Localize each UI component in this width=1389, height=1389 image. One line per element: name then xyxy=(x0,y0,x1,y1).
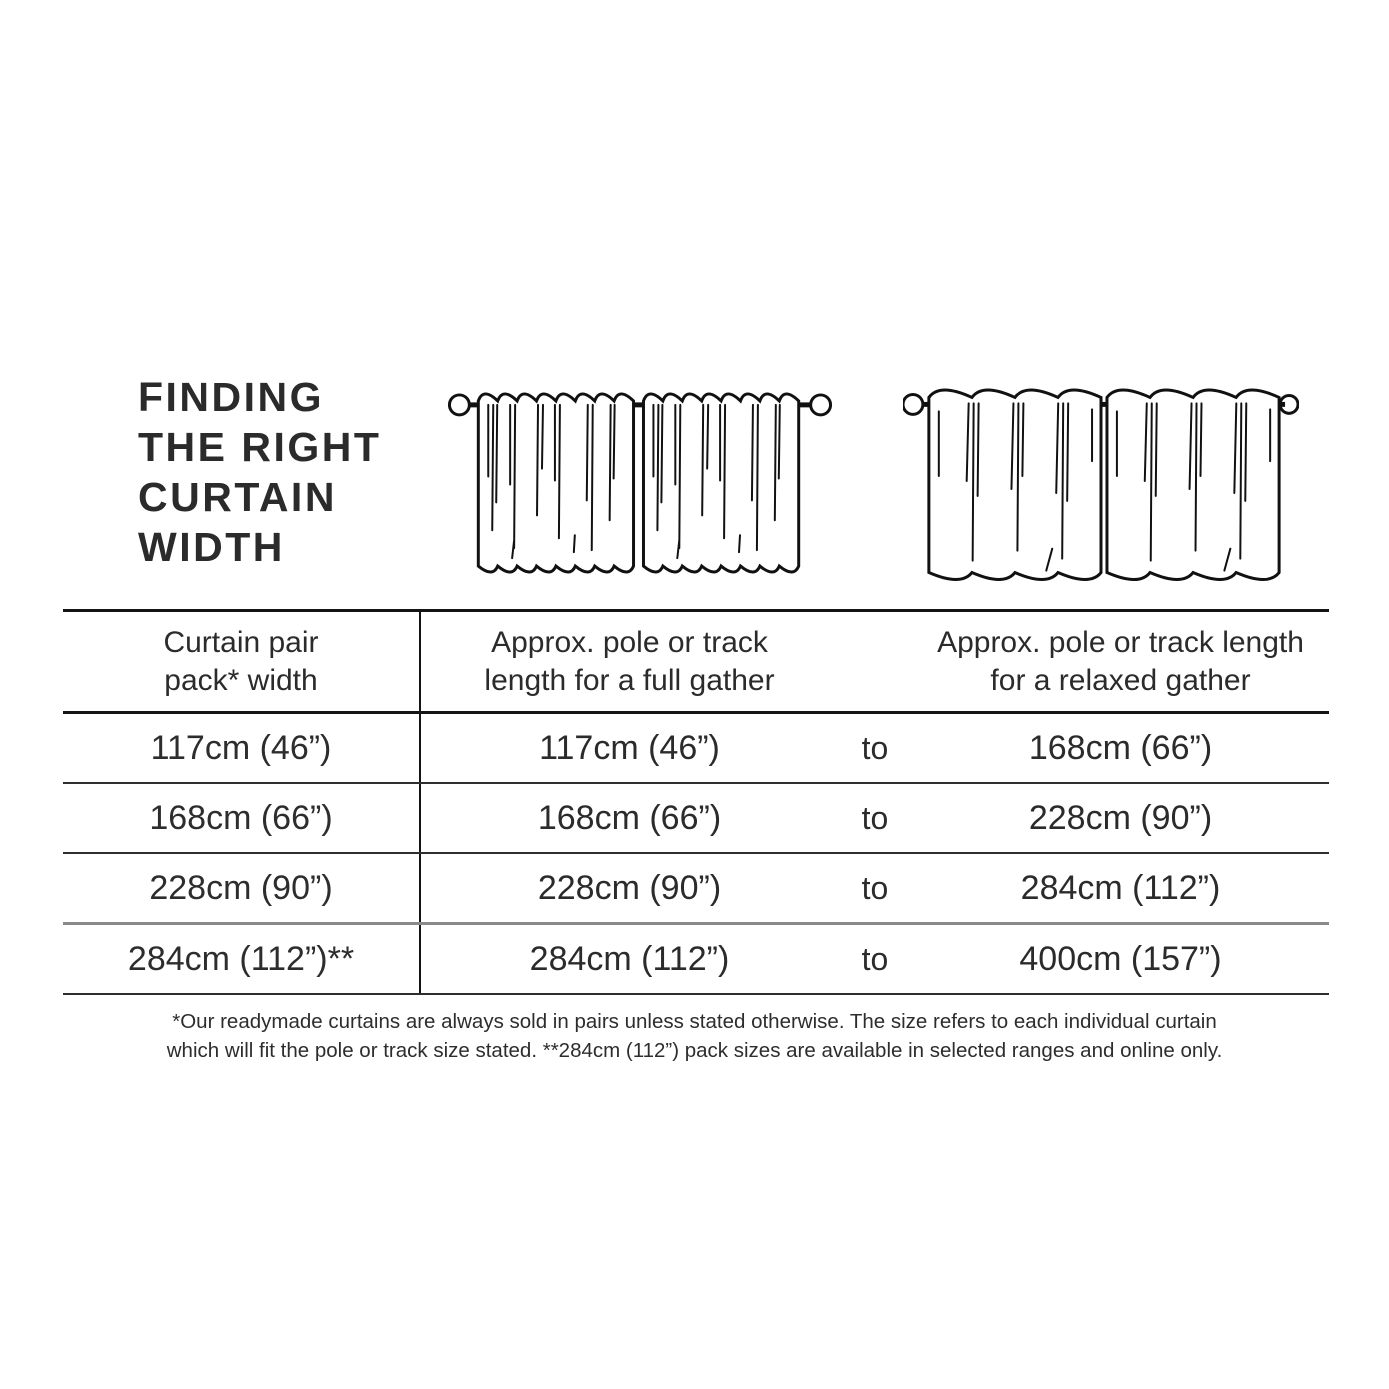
pack-width-cell: 117cm (46”) xyxy=(63,714,421,782)
header-line: pack* width xyxy=(164,663,318,697)
pack-width-cell: 284cm (112”)** xyxy=(63,925,421,993)
title-line: CURTAIN xyxy=(138,474,337,520)
full-gather-cell: 168cm (66”) xyxy=(537,798,722,837)
footnote-line: which will fit the pole or track size stated. **284cm (112”) pack sizes are available in selected ranges and online only. xyxy=(166,1039,1223,1062)
table-row xyxy=(63,784,1329,854)
table-row xyxy=(63,714,1329,784)
to-label: to xyxy=(861,940,889,977)
table-row xyxy=(63,854,1329,925)
curtain-full-gather-icon xyxy=(448,381,832,580)
relaxed-gather-cell: 168cm (66”) xyxy=(1028,728,1213,767)
header-pack-width xyxy=(63,612,421,711)
full-gather-cell: 284cm (112”) xyxy=(529,939,730,978)
title-line: WIDTH xyxy=(138,524,285,570)
page-title xyxy=(138,372,381,572)
curtain-relaxed-gather-icon xyxy=(903,379,1299,590)
pack-width-cell: 228cm (90”) xyxy=(63,854,421,922)
table-header-row xyxy=(63,612,1329,714)
title-line: THE RIGHT xyxy=(138,424,382,470)
relaxed-gather-cell: 400cm (157”) xyxy=(1019,939,1222,978)
footnote-line: *Our readymade curtains are always sold in pairs unless stated otherwise. The size refers to each individual curtain xyxy=(172,1010,1217,1033)
table-row xyxy=(63,925,1329,993)
header-line: Approx. pole or track length xyxy=(937,625,1304,659)
header-line: length for a full gather xyxy=(484,663,775,697)
relaxed-gather-cell: 228cm (90”) xyxy=(1028,798,1213,837)
title-line: FINDING xyxy=(138,374,325,420)
full-gather-cell: 117cm (46”) xyxy=(539,728,720,767)
relaxed-gather-cell: 284cm (112”) xyxy=(1020,868,1221,907)
header-line: Approx. pole or track xyxy=(491,625,768,659)
header-relaxed-gather xyxy=(912,624,1329,700)
header-full-gather xyxy=(421,624,838,700)
to-label: to xyxy=(861,799,889,836)
full-gather-cell: 228cm (90”) xyxy=(537,868,722,907)
pack-width-cell: 168cm (66”) xyxy=(63,784,421,852)
to-label: to xyxy=(861,869,889,906)
header-line: for a relaxed gather xyxy=(990,663,1251,697)
size-table xyxy=(63,609,1329,995)
footnote xyxy=(0,1007,1389,1065)
to-label: to xyxy=(861,729,889,766)
header-line: Curtain pair xyxy=(163,625,319,659)
